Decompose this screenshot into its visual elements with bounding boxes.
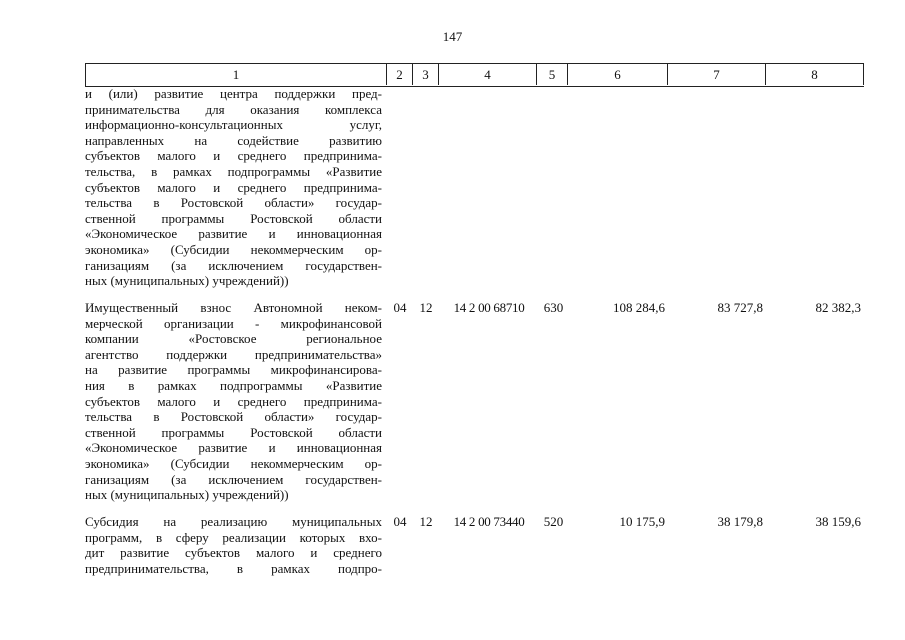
description-line: информационно-консультационных услуг, [85, 117, 382, 133]
header-col-2: 2 [387, 64, 413, 85]
description-line: тельства, в рамках подпрограммы «Развитие [85, 163, 382, 179]
cell-section: 04 [393, 514, 407, 529]
description-line: на развитие программы микрофинансирова- [85, 362, 382, 378]
description-line: экономика» (Субсидии некоммерческим ор- [85, 455, 382, 471]
description-line: «Экономическое развитие и инновационная [85, 226, 382, 242]
header-col-7: 7 [668, 64, 766, 85]
description-line: тельства в Ростовской области» государ- [85, 195, 382, 211]
description-line: программ, в сферу реализации которых вхо- [85, 529, 382, 545]
cell-subsection: 12 [419, 514, 433, 529]
description-line: ственной программы Ростовской области [85, 210, 382, 226]
cell-subsection: 12 [419, 300, 433, 315]
description-line: ганизациям (за исключением государствен- [85, 257, 382, 273]
header-col-4: 4 [439, 64, 537, 85]
cell-target-article: 14 2 00 68710 [453, 300, 525, 315]
description-line: агентство поддержки предпринимательства» [85, 346, 382, 362]
header-col-8: 8 [766, 64, 864, 85]
description-line: предпринимательства, в рамках подпро- [85, 560, 382, 576]
description-line: ганизациям (за исключением государствен- [85, 471, 382, 487]
description-line: «Экономическое развитие и инновационная [85, 440, 382, 456]
description-line: принимательства для оказания комплекса [85, 101, 382, 117]
description-line: направленных на содействие развитию [85, 132, 382, 148]
header-col-3: 3 [413, 64, 439, 85]
description-line: субъектов малого и среднего предпринима- [85, 148, 382, 164]
row-description [85, 86, 382, 289]
cell-target-article: 14 2 00 73440 [453, 514, 525, 529]
description-line: компании «Ростовское региональное [85, 331, 382, 347]
description-line: тельства в Ростовской области» государ- [85, 409, 382, 425]
cell-amount-col6: 10 175,9 [619, 514, 665, 529]
description-line: ственной программы Ростовской области [85, 424, 382, 440]
description-line: субъектов малого и среднего предпринима- [85, 179, 382, 195]
description-line: ния в рамках подпрограммы «Развитие [85, 377, 382, 393]
description-line: дит развитие субъектов малого и среднего [85, 545, 382, 561]
cell-section: 04 [393, 300, 407, 315]
page-number: 147 [442, 29, 463, 44]
header-col-1: 1 [86, 64, 387, 85]
description-line: Субсидия на реализацию муниципальных [85, 514, 382, 529]
row-description [85, 514, 382, 576]
description-line: Имущественный взнос Автономной неком- [85, 300, 382, 315]
cell-amount-col7: 83 727,8 [717, 300, 763, 315]
description-line: мерческой организации - микрофинансовой [85, 315, 382, 331]
cell-expense-type: 630 [543, 300, 564, 315]
description-line: и (или) развитие центра поддержки пред- [85, 86, 382, 101]
cell-expense-type: 520 [543, 514, 564, 529]
cell-amount-col8: 38 159,6 [815, 514, 861, 529]
description-line: ных (муниципальных) учреждений)) [85, 273, 289, 289]
table-header [85, 63, 864, 87]
row-description [85, 300, 382, 503]
description-line: ных (муниципальных) учреждений)) [85, 487, 289, 503]
header-col-5: 5 [537, 64, 568, 85]
cell-amount-col7: 38 179,8 [717, 514, 763, 529]
header-col-6: 6 [568, 64, 668, 85]
description-line: экономика» (Субсидии некоммерческим ор- [85, 241, 382, 257]
description-line: субъектов малого и среднего предпринима- [85, 393, 382, 409]
cell-amount-col8: 82 382,3 [815, 300, 861, 315]
cell-amount-col6: 108 284,6 [613, 300, 665, 315]
